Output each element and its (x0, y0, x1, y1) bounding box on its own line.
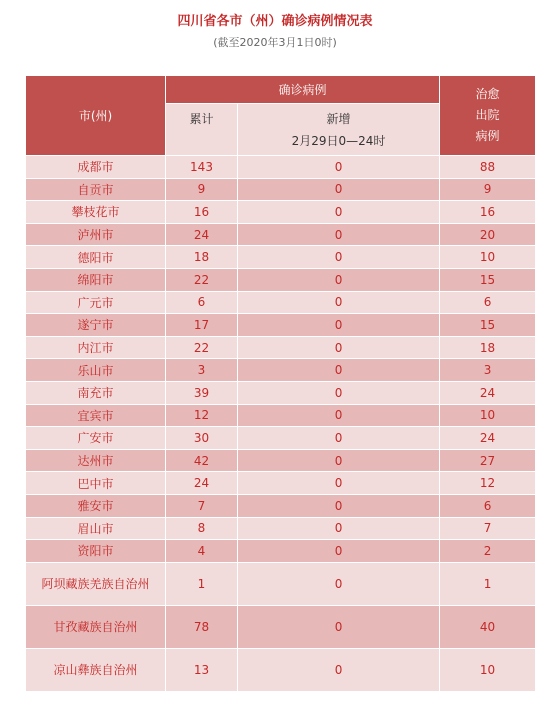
new-cases-cell: 0 (238, 178, 440, 201)
city-cell: 眉山市 (26, 517, 166, 540)
header-cured-line1: 治愈 (475, 87, 500, 101)
table-row (26, 517, 536, 540)
city-cell: 阿坝藏族羌族自治州 (26, 562, 166, 605)
city-cell: 南充市 (26, 381, 166, 404)
cured-cell: 10 (440, 648, 536, 691)
cured-cell: 24 (440, 427, 536, 450)
city-cell: 遂宁市 (26, 314, 166, 337)
cumulative-cell: 3 (166, 359, 238, 382)
cumulative-cell: 6 (166, 291, 238, 314)
header-cured-line2: 出院 (475, 108, 500, 122)
city-cell: 泸州市 (26, 223, 166, 246)
city-cell: 资阳市 (26, 540, 166, 563)
table-row (26, 201, 536, 224)
cured-cell: 15 (440, 314, 536, 337)
new-cases-cell: 0 (238, 359, 440, 382)
cured-cell: 88 (440, 156, 536, 179)
cured-cell: 2 (440, 540, 536, 563)
new-cases-cell: 0 (238, 381, 440, 404)
cumulative-cell: 143 (166, 156, 238, 179)
cured-cell: 10 (440, 404, 536, 427)
cured-cell: 12 (440, 472, 536, 495)
cumulative-cell: 7 (166, 494, 238, 517)
new-cases-cell: 0 (238, 314, 440, 337)
table-body (26, 156, 536, 692)
cured-cell: 10 (440, 246, 536, 269)
new-cases-cell: 0 (238, 648, 440, 691)
page-title: 四川省各市（州）确诊病例情况表 (177, 14, 373, 29)
header-new-line2: 2月29日0—24时 (291, 133, 386, 148)
city-cell: 甘孜藏族自治州 (26, 605, 166, 648)
header-new-line1: 新增 (326, 111, 351, 126)
cured-cell: 7 (440, 517, 536, 540)
table-row (26, 268, 536, 291)
table-row (26, 223, 536, 246)
new-cases-cell: 0 (238, 246, 440, 269)
cumulative-cell: 1 (166, 562, 238, 605)
city-cell: 巴中市 (26, 472, 166, 495)
new-cases-cell: 0 (238, 517, 440, 540)
cumulative-cell: 78 (166, 605, 238, 648)
city-cell: 攀枝花市 (26, 201, 166, 224)
new-cases-cell: 0 (238, 472, 440, 495)
cured-cell: 27 (440, 449, 536, 472)
new-cases-cell: 0 (238, 336, 440, 359)
city-cell: 广元市 (26, 291, 166, 314)
cumulative-cell: 18 (166, 246, 238, 269)
cured-cell: 3 (440, 359, 536, 382)
cumulative-cell: 12 (166, 404, 238, 427)
header-city: 市(州) (26, 76, 166, 156)
table-row (26, 562, 536, 605)
city-cell: 达州市 (26, 449, 166, 472)
table-row (26, 605, 536, 648)
new-cases-cell: 0 (238, 540, 440, 563)
table-row (26, 540, 536, 563)
table-row (26, 494, 536, 517)
cured-cell: 16 (440, 201, 536, 224)
city-cell: 自贡市 (26, 178, 166, 201)
new-cases-cell: 0 (238, 427, 440, 450)
cumulative-cell: 4 (166, 540, 238, 563)
table-row (26, 648, 536, 691)
table-row (26, 449, 536, 472)
table-row (26, 472, 536, 495)
new-cases-cell: 0 (238, 562, 440, 605)
table-row (26, 314, 536, 337)
city-cell: 乐山市 (26, 359, 166, 382)
new-cases-cell: 0 (238, 404, 440, 427)
cumulative-cell: 17 (166, 314, 238, 337)
header-cumulative: 累计 (166, 104, 238, 156)
page-subtitle: (截至2020年3月1日0时) (213, 36, 337, 49)
new-cases-cell: 0 (238, 494, 440, 517)
table-row (26, 291, 536, 314)
table-row (26, 156, 536, 179)
cured-cell: 6 (440, 494, 536, 517)
cumulative-cell: 24 (166, 472, 238, 495)
cumulative-cell: 42 (166, 449, 238, 472)
new-cases-cell: 0 (238, 201, 440, 224)
table-row (26, 427, 536, 450)
cured-cell: 20 (440, 223, 536, 246)
table-row (26, 381, 536, 404)
table-row (26, 404, 536, 427)
cumulative-cell: 16 (166, 201, 238, 224)
cumulative-cell: 39 (166, 381, 238, 404)
cured-cell: 18 (440, 336, 536, 359)
city-cell: 凉山彝族自治州 (26, 648, 166, 691)
cured-cell: 40 (440, 605, 536, 648)
new-cases-cell: 0 (238, 291, 440, 314)
city-cell: 成都市 (26, 156, 166, 179)
table-row (26, 336, 536, 359)
new-cases-cell: 0 (238, 156, 440, 179)
city-cell: 绵阳市 (26, 268, 166, 291)
cured-cell: 1 (440, 562, 536, 605)
table-row (26, 246, 536, 269)
cumulative-cell: 13 (166, 648, 238, 691)
cured-cell: 15 (440, 268, 536, 291)
new-cases-cell: 0 (238, 223, 440, 246)
cumulative-cell: 22 (166, 268, 238, 291)
table-row (26, 359, 536, 382)
new-cases-cell: 0 (238, 268, 440, 291)
header-confirmed: 确诊病例 (166, 76, 440, 104)
cases-table (25, 75, 536, 692)
header-cured (440, 76, 536, 156)
city-cell: 雅安市 (26, 494, 166, 517)
cured-cell: 24 (440, 381, 536, 404)
cumulative-cell: 30 (166, 427, 238, 450)
city-cell: 德阳市 (26, 246, 166, 269)
new-cases-cell: 0 (238, 605, 440, 648)
cumulative-cell: 22 (166, 336, 238, 359)
city-cell: 宜宾市 (26, 404, 166, 427)
table-row (26, 178, 536, 201)
city-cell: 内江市 (26, 336, 166, 359)
new-cases-cell: 0 (238, 449, 440, 472)
cumulative-cell: 24 (166, 223, 238, 246)
header-new (238, 104, 440, 156)
header-cured-line3: 病例 (475, 129, 500, 143)
cumulative-cell: 9 (166, 178, 238, 201)
cured-cell: 9 (440, 178, 536, 201)
cured-cell: 6 (440, 291, 536, 314)
city-cell: 广安市 (26, 427, 166, 450)
cumulative-cell: 8 (166, 517, 238, 540)
